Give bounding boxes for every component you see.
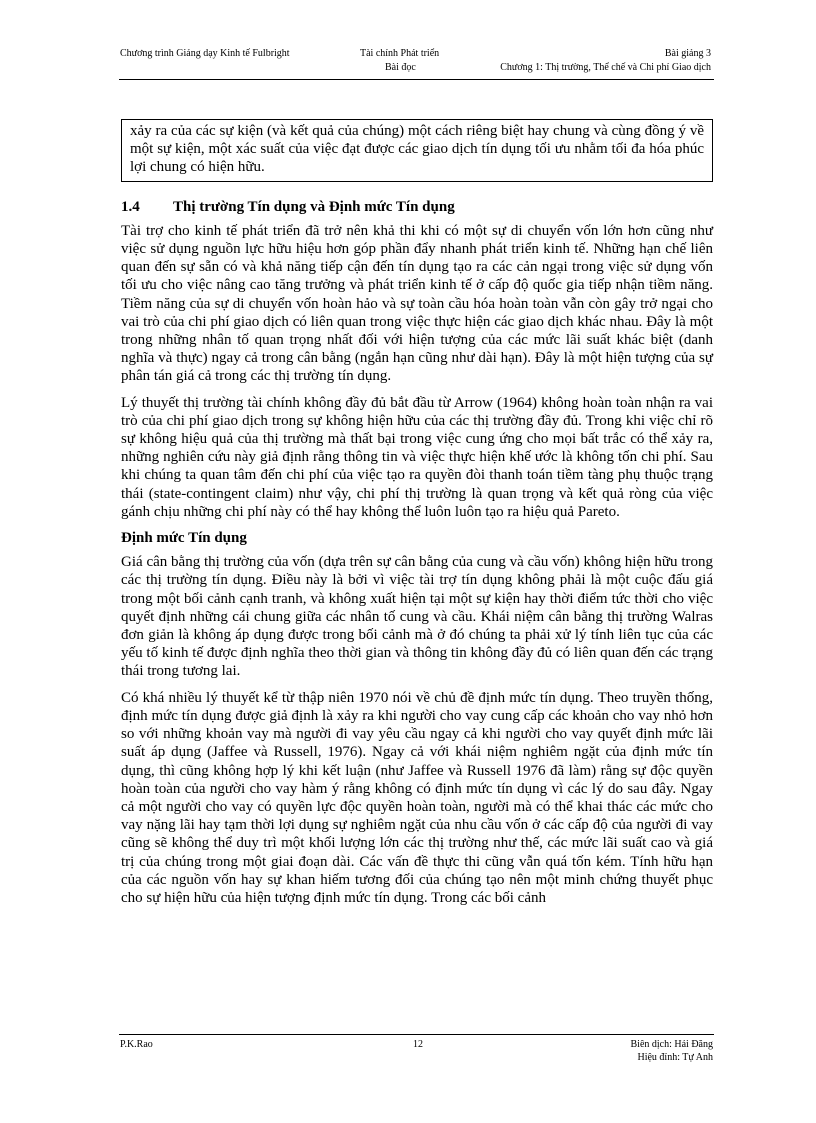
- paragraph: Lý thuyết thị trường tài chính không đầy đủ bắt đầu từ Arrow (1964) không hoàn toàn nhận ra vai trò của chi phí giao dịch trong sự không hiện hữu của các thị trường đầy đủ. Trong khi việc chỉ rõ sự không hiệu quả của thị trường mà thất bại trong việc cung ứng cho mọi bất trắc có thể xảy ra, những nghiên cứu này giả định rằng thông tin và việc thực hiện khế ước là không tốn chi phí. Sau khi chúng ta quan tâm đến chi phí của việc tạo ra quyền đòi thanh toán tiềm tàng phụ thuộc trạng thái (state-contingent claim) như vậy, chi phí thị trường là quan trọng và kết quả ròng của việc gánh chịu những chi phí này có thể hay không thể luôn luôn tạo ra hiệu quả Pareto.: [121, 394, 713, 520]
- section-number: 1.4: [121, 198, 140, 215]
- paragraph: Có khá nhiều lý thuyết kể từ thập niên 1970 nói về chủ đề định mức tín dụng. Theo truyền thống, định mức tín dụng được giả định là xảy ra khi người cho vay cung cấp các khoản cho vay nhỏ hơn so với những khoản vay mà người đi vay yêu cầu ngay cả khi người cho vay quyết định mức lãi suất áp dụng (Jaffee và Russell, 1976). Ngay cả với khái niệm nghiêm ngặt của định mức tín dụng, thì cũng không hợp lý khi kết luận (như Jaffee và Russell 1976 đã làm) rằng sự độc quyền hoàn toàn của người cho vay hàm ý rằng không có định mức tín dụng vì các lý do sau đây. Ngay cả một người cho vay có quyền lực độc quyền hoàn toàn, người mà có thể khai thác các mức cho vay nặng lãi hay tạm thời lợi dụng sự nghiêm ngặt của nhu cầu vốn ở các cấp độ của người đi vay cũng sẽ không thể duy trì một khối lượng lớn các thị trường như thế, các mức lãi suất cao và giá trị của chúng trong một giai đoạn dài. Các vấn đề thực thi cũng vẫn quá tốn kém. Tính hữu hạn của các nguồn vốn hay sự khan hiếm tương đối của chúng tạo nên một minh chứng thuyết phục cho sự hiện hữu của hiện tượng định mức tín dụng. Trong các bối cảnh: [121, 689, 713, 906]
- paragraph: Tài trợ cho kinh tế phát triển đã trở nên khả thi khi có một sự di chuyển vốn lớn hơn cũng như việc sử dụng nguồn lực hữu hiệu hơn góp phần đẩy nhanh phát triển kinh tế. Những hạn chế liên quan đến sự sẵn có và khả năng tiếp cận đến tín dụng tạo ra các cản ngại trong việc sử dụng vốn tối ưu cho việc nâng cao tăng trưởng và phát triển kinh tế ở cấp độ quốc gia tiếp nhận tiềm năng. Tiềm năng của sự di chuyển vốn hoàn hảo và sự toàn cầu hóa hoàn toàn vẫn còn gây trở ngại cho vai trò của chi phí giao dịch có liên quan trong việc thực hiện các giao dịch khác nhau. Đây là một trong những nhân tố quan trọng nhất đối với hiện tượng của các mức lãi suất khác biệt (danh nghĩa và thực) ngay cả trong cân bằng (ngắn hạn cũng như dài hạn). Đây là một hiện tượng của sự phân tán giá cả trong các thị trường tín dụng.: [121, 222, 713, 385]
- footer-rule: [119, 1034, 714, 1035]
- footer-translator: Biên dịch: Hải Đăng: [630, 1039, 713, 1050]
- section-heading: [121, 198, 713, 216]
- header-chapter: Chương 1: Thị trường, Thể chế và Chi phí Giao dịch: [500, 62, 711, 73]
- boxed-text: xảy ra của các sự kiện (và kết quả của chúng) một cách riêng biệt hay chung và cùng đồng ý về một sự kiện, một xác suất của việc đạt được các giao dịch tín dụng tối ưu nhằm tối đa hóa phúc lợi chung có hiện hữu.: [121, 119, 713, 182]
- header-program: Chương trình Giảng dạy Kinh tế Fulbright: [120, 48, 290, 59]
- header-rule: [119, 79, 714, 80]
- footer-editor: Hiệu đính: Tự Anh: [637, 1052, 713, 1063]
- header-lecture: Bài giảng 3: [664, 48, 711, 59]
- paragraph: Giá cân bằng thị trường của vốn (dựa trên sự cân bằng của cung và cầu vốn) không hiện hữu trong các thị trường tín dụng. Điều này là bởi vì việc tài trợ tín dụng không phải là một cuộc đấu giá trong một bối cảnh cạnh tranh, và không xuất hiện tại một sự kiện hay thời điểm tức thời cho việc quyết định những cái chung giữa các nhân tố cung và cầu. Khái niệm cân bằng thị trường Walras đơn giản là không áp dụng được trong bối cảnh mà ở đó chúng ta phải xử lý tính liên tục của các yếu tố kinh tế được định nghĩa theo thời gian và thông tin không đầy đủ có liên quan đến các trạng thái trong tương lai.: [121, 554, 713, 680]
- header-doc-type: Bài đọc: [385, 62, 416, 73]
- page-number: 12: [413, 1039, 423, 1050]
- section-title: Thị trường Tín dụng và Định mức Tín dụng: [173, 198, 455, 215]
- page-content: [121, 119, 713, 915]
- subsection-title: Định mức Tín dụng: [121, 530, 247, 547]
- footer-author: P.K.Rao: [120, 1039, 153, 1050]
- header-course: Tài chính Phát triển: [360, 48, 440, 59]
